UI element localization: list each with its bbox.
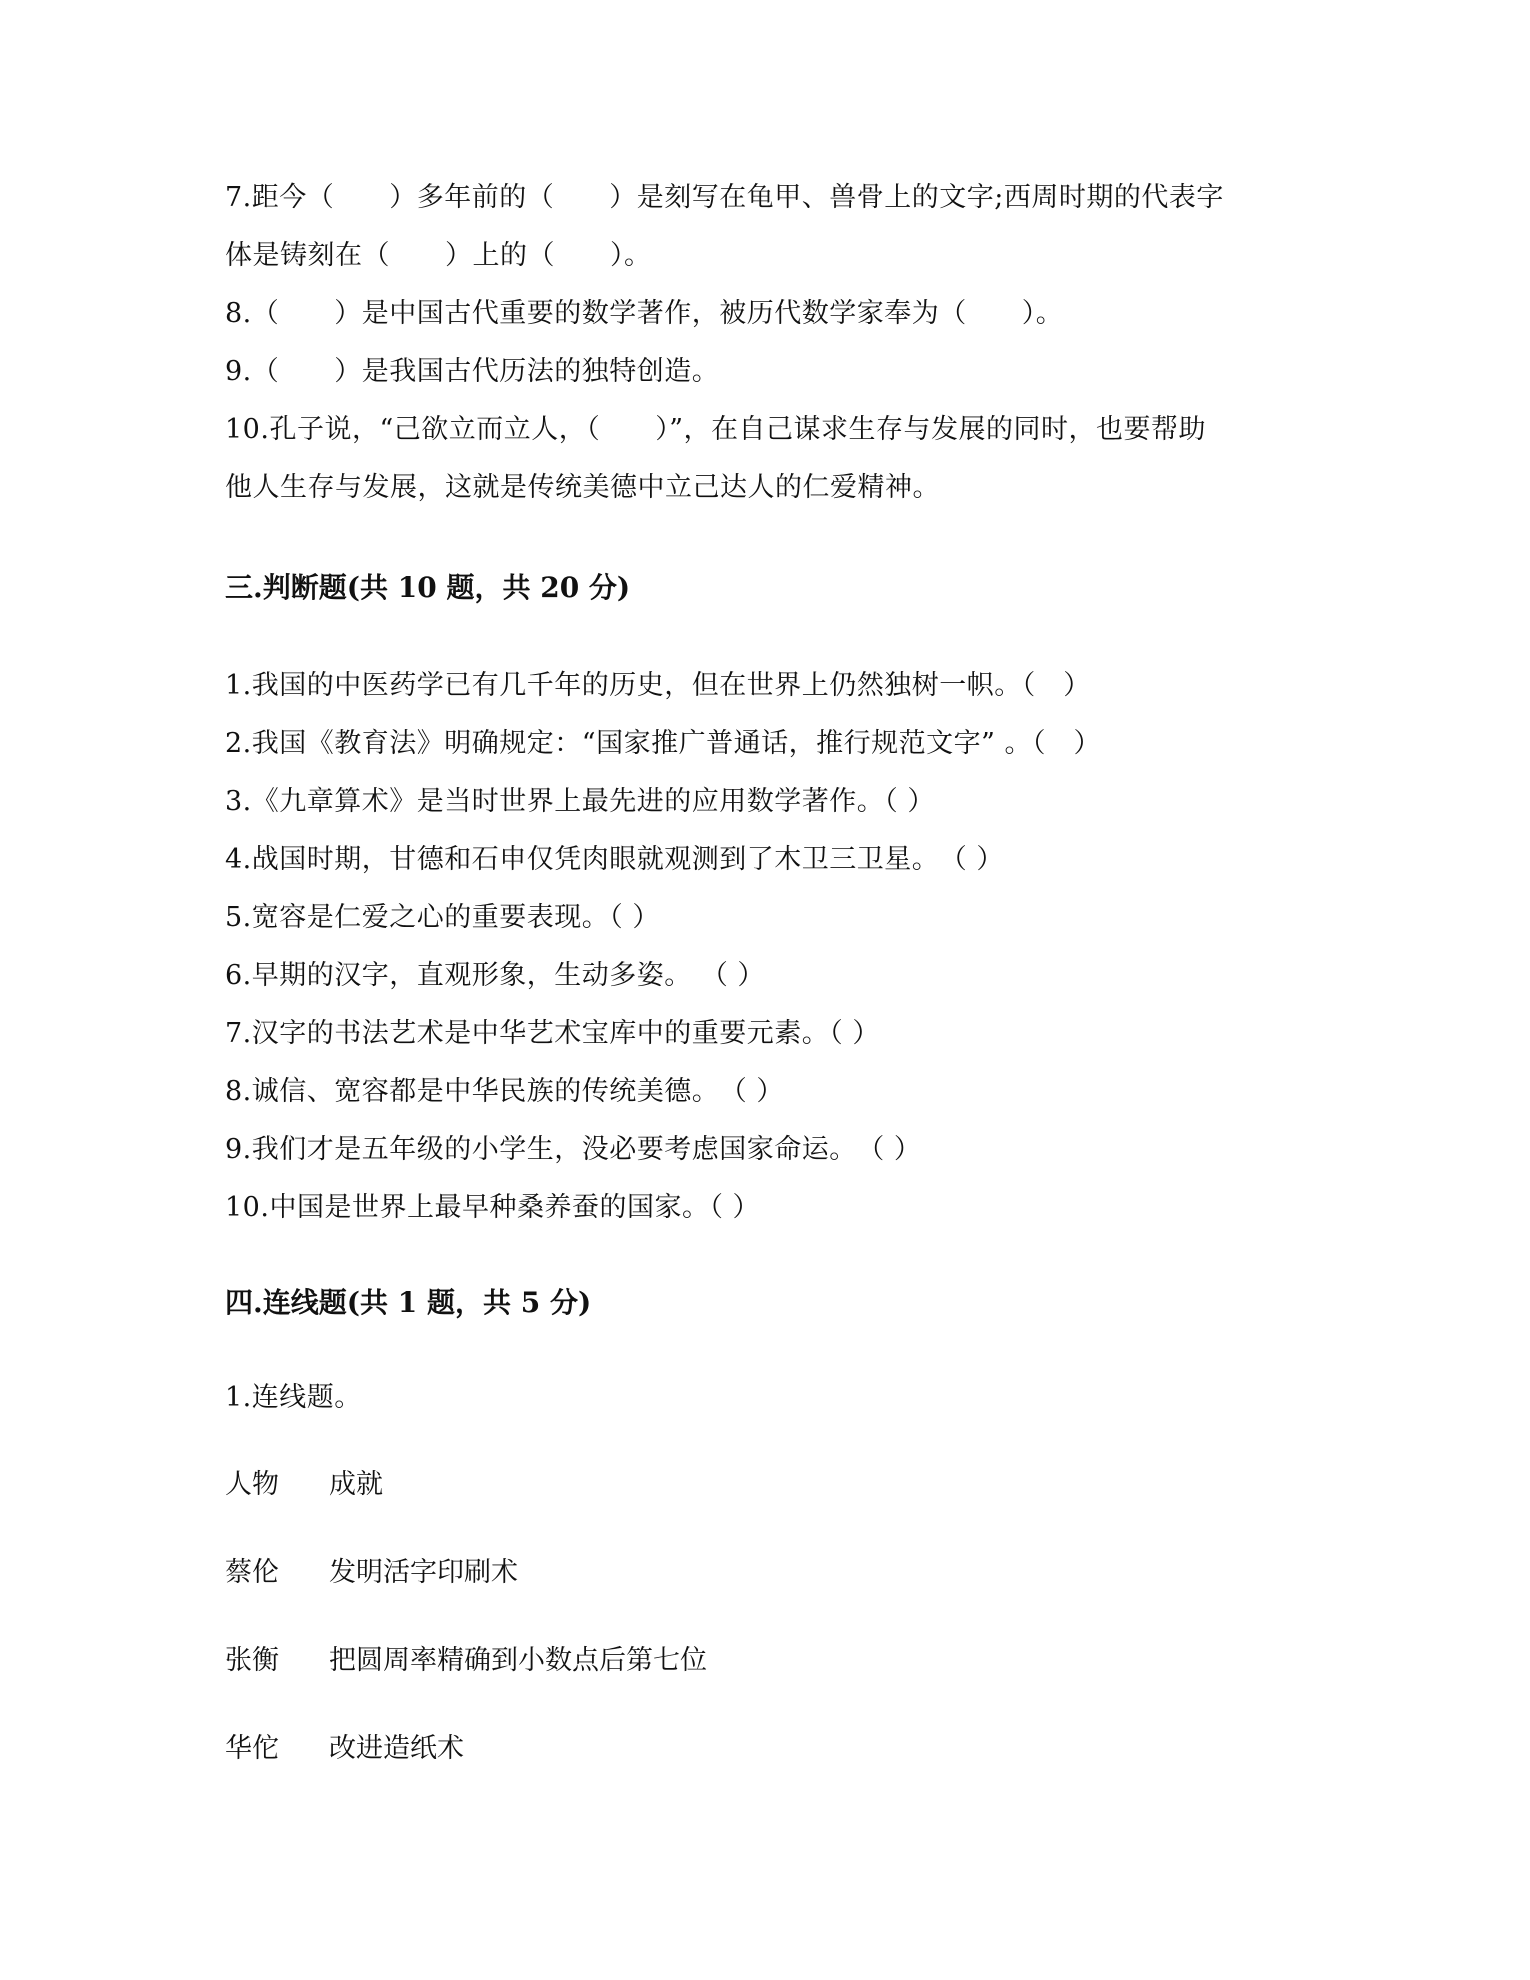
fill-blank-line: 他人生存与发展，这就是传统美德中立己达人的仁爱精神。 [225, 472, 940, 503]
section-heading-judgement: 三.判断题(共 10 题，共 20 分) [225, 571, 631, 604]
matching-achievement: 发明活字印刷术 [329, 1557, 518, 1588]
matching-header-row [225, 1467, 383, 1503]
judgement-item: 7.汉字的书法艺术是中华艺术宝库中的重要元素。（ ） [225, 1018, 880, 1049]
matching-question: 1.连线题。 [225, 1382, 362, 1413]
fill-blank-line: 9.（ ）是我国古代历法的独特创造。 [225, 356, 720, 387]
matching-header-person: 人物 [225, 1469, 279, 1500]
fill-blank-line: 10.孔子说，“己欲立而立人，（ ）”，在自己谋求生存与发展的同时，也要帮助 [225, 414, 1207, 445]
judgement-item: 5.宽容是仁爱之心的重要表现。（ ） [225, 902, 660, 933]
judgement-item: 4.战国时期，甘德和石申仅凭肉眼就观测到了木卫三卫星。 （ ） [225, 844, 1004, 875]
matching-achievement: 把圆周率精确到小数点后第七位 [329, 1645, 707, 1676]
matching-person: 华佗 [225, 1733, 279, 1764]
matching-person: 张衡 [225, 1645, 279, 1676]
judgement-item: 10.中国是世界上最早种桑养蚕的国家。（ ） [225, 1192, 761, 1223]
section-heading-matching: 四.连线题(共 1 题，共 5 分) [225, 1286, 592, 1319]
judgement-item: 3.《九章算术》是当时世界上最先进的应用数学著作。（ ） [225, 786, 935, 817]
matching-row [225, 1643, 707, 1679]
judgement-item: 9.我们才是五年级的小学生，没必要考虑国家命运。 （ ） [225, 1134, 922, 1165]
matching-header-achievement: 成就 [329, 1469, 383, 1500]
judgement-item: 6.早期的汉字，直观形象，生动多姿。 （ ） [225, 960, 765, 991]
judgement-item: 1.我国的中医药学已有几千年的历史，但在世界上仍然独树一帜。（ ） [225, 670, 1091, 701]
matching-row [225, 1731, 464, 1767]
fill-blank-line: 7.距今（ ）多年前的（ ）是刻写在龟甲、兽骨上的文字;西周时期的代表字 [225, 182, 1224, 213]
judgement-item: 8.诚信、宽容都是中华民族的传统美德。 （ ） [225, 1076, 784, 1107]
matching-achievement: 改进造纸术 [329, 1733, 464, 1764]
fill-blank-line: 体是铸刻在（ ）上的（ ）。 [225, 240, 652, 271]
matching-row [225, 1555, 518, 1591]
matching-person: 蔡伦 [225, 1557, 279, 1588]
judgement-item: 2.我国《教育法》明确规定：“国家推广普通话，推行规范文字” 。（ ） [225, 728, 1101, 759]
fill-blank-line: 8.（ ）是中国古代重要的数学著作，被历代数学家奉为（ ）。 [225, 298, 1064, 329]
